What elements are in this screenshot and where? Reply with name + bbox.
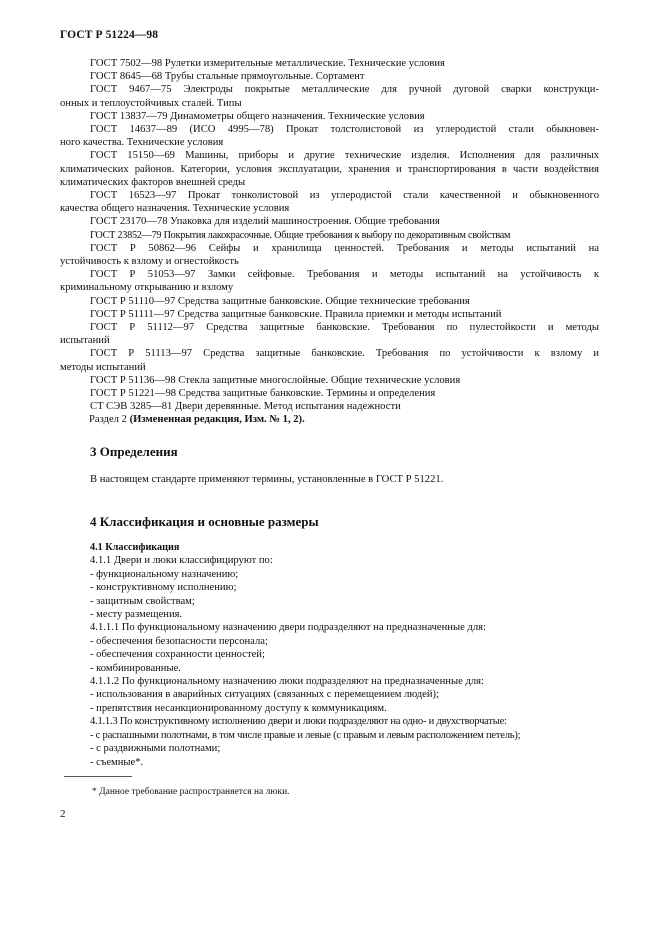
classification-line: - обеспечения безопасности персонала;	[90, 635, 268, 647]
classification-line: 4.1.1 Двери и люки классифицируют по:	[90, 555, 273, 567]
reference-item: ГОСТ 7502—98 Рулетки измерительные металлические. Технические условия	[90, 58, 445, 69]
classification-line: 4.1.1.2 По функциональному назначению люки подразделяют на предназначенные для:	[90, 676, 484, 688]
reference-first-line: ГОСТ Р 51113—97 Средства защитные банковские. Требования по устойчивости к взлому и	[90, 348, 599, 360]
section-3-title: 3 Определения	[90, 444, 178, 459]
classification-line: 4.1.1.3 По конструктивному исполнению двери и люки подразделяют на одно- и двухстворчатые:	[90, 716, 507, 728]
reference-continuation: устойчивость к взлому и огнестойкость	[60, 256, 239, 268]
classification-line: - обеспечения сохранности ценностей;	[90, 649, 265, 661]
classification-line: - съемные*.	[90, 756, 144, 768]
reference-item	[60, 123, 599, 149]
reference-continuation: климатических районов. Категории, условия эксплуатации, хранения и транспортирования в части воздействия климатических факторов внешней среды	[60, 163, 599, 188]
reference-item	[60, 189, 599, 215]
reference-item: ГОСТ 13837—79 Динамометры общего назначения. Технические условия	[90, 110, 425, 122]
normative-references-list	[60, 57, 599, 427]
reference-item: ГОСТ 8645—68 Трубы стальные прямоугольные. Сортамент	[90, 71, 365, 83]
reference-item: ГОСТ 23170—78 Упаковка для изделий машиностроения. Общие требования	[90, 216, 440, 228]
reference-item	[60, 347, 599, 373]
classification-line: - функциональному назначению;	[90, 568, 239, 580]
section-4-title: 4 Классификация и основные размеры	[90, 514, 319, 529]
classification-line: - конструктивному исполнению;	[90, 582, 237, 594]
reference-item: ГОСТ Р 51110—97 Средства защитные банковские. Общие технические требования	[90, 295, 470, 307]
classification-line: - с раздвижными полотнами;	[90, 743, 221, 755]
amendment-prefix: Раздел 2	[89, 414, 130, 426]
reference-continuation: онных и теплоустойчивых сталей. Типы	[60, 97, 242, 109]
reference-continuation: испытаний	[60, 335, 110, 347]
reference-first-line: ГОСТ Р 51112—97 Средства защитные банковские. Требования по пулестойкости и методы	[90, 322, 599, 334]
reference-first-line: ГОСТ Р 51053—97 Замки сейфовые. Требования и методы испытаний на устойчивость к	[90, 269, 599, 281]
reference-item	[60, 242, 599, 268]
reference-item	[60, 321, 599, 347]
reference-first-line: ГОСТ 9467—75 Электроды покрытые металлические для ручной дуговой сварки конструкци-	[90, 84, 599, 96]
document-header: ГОСТ Р 51224—98	[60, 29, 159, 41]
reference-item: ГОСТ Р 51111—97 Средства защитные банковские. Правила приемки и методы испытаний	[90, 308, 502, 320]
reference-item	[60, 268, 599, 294]
reference-continuation: методы испытаний	[60, 361, 146, 373]
footnote-divider	[64, 776, 132, 777]
reference-item: ГОСТ Р 51136—98 Стекла защитные многослойные. Общие технические условия	[90, 374, 461, 386]
section-3-text: В настоящем стандарте применяют термины, установленные в ГОСТ Р 51221.	[90, 474, 444, 485]
reference-continuation: качества общего назначения. Технические условия	[60, 203, 290, 215]
amendment-note	[89, 413, 599, 426]
classification-line: 4.1.1.1 По функциональному назначению двери подразделяют на предназначенные для:	[90, 622, 486, 634]
reference-item	[60, 149, 599, 189]
reference-first-line: ГОСТ Р 50862—96 Сейфы и хранилища ценностей. Требования и методы испытаний на	[90, 242, 599, 254]
reference-continuation: криминальному открыванию и взлому	[60, 282, 234, 294]
reference-continuation: ного качества. Технические условия	[60, 137, 224, 149]
reference-item: СТ СЭВ 3285—81 Двери деревянные. Метод испытания надежности	[90, 401, 401, 413]
classification-line: - препятствия несанкционированному доступу к коммуникациям.	[90, 702, 387, 714]
reference-item: ГОСТ Р 51221—98 Средства защитные банковские. Термины и определения	[90, 388, 436, 400]
reference-first-line: ГОСТ 16523—97 Прокат тонколистовой из углеродистой стали качественной и обыкновенного	[90, 190, 599, 202]
classification-line: - комбинированные.	[90, 662, 181, 674]
amendment-bold: (Измененная редакция, Изм. № 1, 2).	[129, 414, 305, 426]
classification-line: - использования в аварийных ситуациях (связанных с перемещением людей);	[90, 689, 440, 701]
reference-first-line: ГОСТ 14637—89 (ИСО 4995—78) Прокат толстолистовой из углеродистой стали обыкновен-	[90, 124, 599, 136]
reference-item: ГОСТ 23852—79 Покрытия лакокрасочные. Общие требования к выбору по декоративным свойствам	[90, 229, 511, 241]
footnote: * Данное требование распространяется на люки.	[92, 787, 290, 797]
page-number: 2	[60, 808, 66, 820]
reference-item	[60, 83, 599, 109]
classification-line: - месту размещения.	[90, 609, 183, 621]
section-4-body	[90, 541, 599, 769]
classification-line: - защитным свойствам;	[90, 595, 195, 607]
reference-first-line: ГОСТ 15150—69 Машины, приборы и другие технические изделия. Исполнения для различных	[90, 150, 599, 162]
subsection-4-1-title: 4.1 Классификация	[90, 542, 180, 553]
classification-line: - с распашными полотнами, в том числе правые и левые (с правым и левым расположением петель);	[90, 729, 521, 741]
